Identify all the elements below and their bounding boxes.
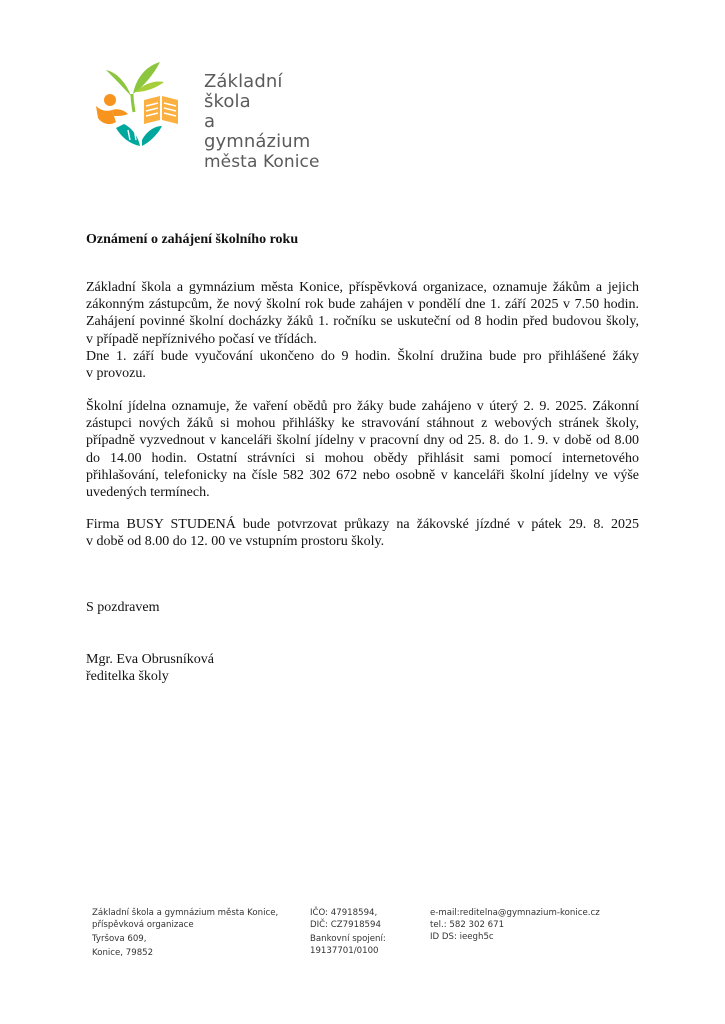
text-line: v provozu. xyxy=(86,366,146,382)
text-line: v době od 8.00 do 12. 00 ve vstupním prostoru školy. xyxy=(86,534,385,550)
text-line: přihlašování, telefonicky na čísle 582 302 672 nebo osobně v kanceláři školní jídelny ve výše xyxy=(86,467,639,483)
text-line: případně vyzvednout v kanceláři školní jídelny v pracovní dny od 25. 8. do 1. 9. v době od 8.00 xyxy=(86,433,639,449)
footer-line: Tyršova 609, xyxy=(92,934,147,944)
greeting: S pozdravem xyxy=(86,600,160,615)
footer-line: Základní škola a gymnázium města Konice, xyxy=(92,908,279,918)
logo-line-2: a gymnázium xyxy=(204,111,311,152)
text-line: Zahájení povinné školní docházky žáků 1. ročníku se uskuteční od 8 hodin před budovou školy, xyxy=(86,314,639,330)
footer-address xyxy=(92,907,278,959)
text-line: do 14.00 hodin. Ostatní strávníci si mohou obědy přihlásit sami pomocí internetového xyxy=(86,450,639,466)
school-logo-text xyxy=(204,72,326,172)
signature-block xyxy=(86,651,214,685)
paragraph-bus-passes xyxy=(86,516,639,550)
footer-ids xyxy=(310,907,386,957)
footer-line: IČO: 47918594, xyxy=(310,908,378,918)
text-line: v případě nepříznivého počasí ve třídách. xyxy=(86,331,317,347)
footer-line: příspěvková organizace xyxy=(92,920,194,930)
signature-name: Mgr. Eva Obrusníková xyxy=(86,652,214,667)
footer-line: Bankovní spojení: xyxy=(310,934,386,944)
text-line: zástupci nových žáků si mohou přihlášky ke stravování stáhnout z webových stránek školy, xyxy=(86,416,639,432)
text-line: Dne 1. září bude vyučování ukončeno do 9 hodin. Školní družina bude pro přihlášené žáky xyxy=(86,348,639,364)
logo-line-1: Základní škola xyxy=(204,71,283,112)
school-logo xyxy=(86,56,326,172)
signature-role: ředitelka školy xyxy=(86,669,169,684)
logo-line-3: města Konice xyxy=(204,152,320,172)
paragraph-canteen xyxy=(86,398,639,501)
footer-contact xyxy=(430,907,600,943)
text-line: uvedených termínech. xyxy=(86,485,210,501)
footer-line: Konice, 79852 xyxy=(92,948,154,958)
footer-email: e-mail:reditelna@gymnazium-konice.cz xyxy=(430,908,600,918)
text-line: zákonným zástupcům, že nový školní rok bude zahájen v pondělí dne 1. září 2025 v 7.50 hodin. xyxy=(86,297,639,313)
footer-databox: ID DS: ieegh5c xyxy=(430,932,494,942)
text-line: Školní jídelna oznamuje, že vaření obědů pro žáky bude zahájeno v úterý 2. 9. 2025. Zákonní xyxy=(86,399,639,414)
footer-line: 19137701/0100 xyxy=(310,946,379,956)
text-line: Firma BUSY STUDENÁ bude potvrzovat průkazy na žákovské jízdné v pátek 29. 8. 2025 xyxy=(86,517,639,532)
paragraph-start-of-year xyxy=(86,279,639,382)
footer-line: DIČ: CZ7918594 xyxy=(310,920,381,930)
school-logo-icon xyxy=(86,56,196,152)
document-title: Oznámení o zahájení školního roku xyxy=(86,232,299,247)
footer-phone: tel.: 582 302 671 xyxy=(430,920,505,930)
text-line: Základní škola a gymnázium města Konice, příspěvková organizace, oznamuje žákům a jejich xyxy=(86,280,639,295)
